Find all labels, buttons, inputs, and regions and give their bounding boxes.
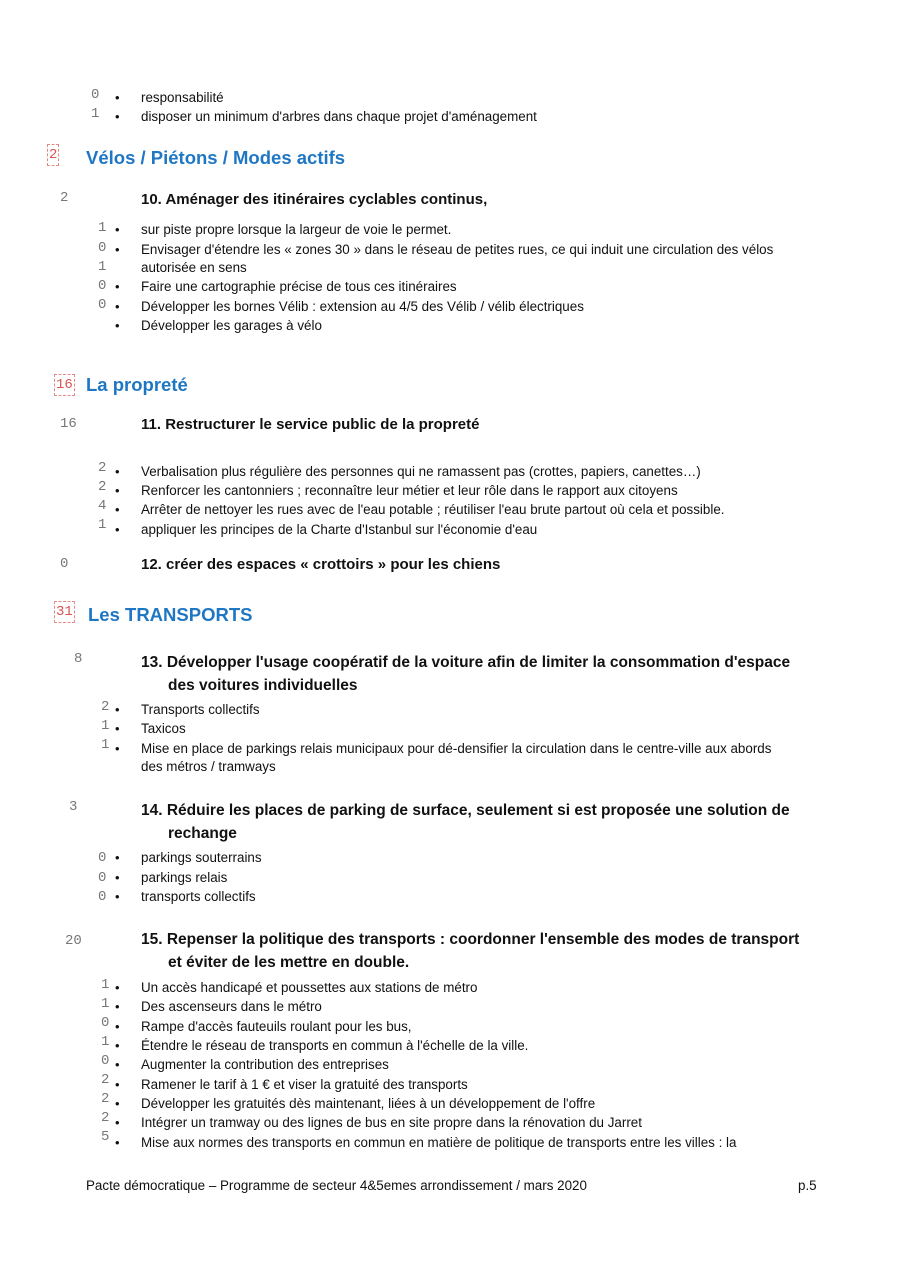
bullet: •	[115, 522, 120, 537]
vote-count: 1	[101, 737, 110, 753]
vote-count: 0	[101, 1015, 110, 1031]
bullet: •	[115, 222, 120, 237]
vote-count: 1	[101, 1034, 110, 1050]
list-item: Transports collectifs	[141, 702, 260, 717]
list-item: transports collectifs	[141, 889, 256, 904]
bullet: •	[115, 109, 120, 124]
vote-count: 2	[101, 1072, 110, 1088]
list-item: Faire une cartographie précise de tous ces itinéraires	[141, 279, 457, 294]
bullet: •	[115, 870, 120, 885]
vote-count: 1	[101, 718, 110, 734]
bullet: •	[115, 1077, 120, 1092]
section-heading-proprete: La propreté	[86, 374, 188, 395]
bullet: •	[115, 90, 120, 105]
bullet: •	[115, 741, 120, 756]
list-item: parkings souterrains	[141, 850, 262, 865]
vote-count: 2	[60, 190, 69, 206]
heading-line: 15. Repenser la politique des transports : coordonner l'ensemble des modes de transport	[141, 931, 800, 948]
bullet: •	[115, 1038, 120, 1053]
vote-count: 1	[101, 996, 110, 1012]
bullet: •	[115, 980, 120, 995]
list-item: Renforcer les cantonniers ; reconnaître leur métier et leur rôle dans le rapport aux citoyens	[141, 483, 678, 498]
bullet: •	[115, 1115, 120, 1130]
list-item: Développer les bornes Vélib : extension au 4/5 des Vélib / vélib électriques	[141, 299, 584, 314]
list-item: Développer les garages à vélo	[141, 318, 322, 333]
bullet: •	[115, 1096, 120, 1111]
list-item: Ramener le tarif à 1 € et viser la gratuité des transports	[141, 1077, 468, 1092]
bullet: •	[115, 999, 120, 1014]
bullet: •	[115, 483, 120, 498]
proposal-heading-13	[141, 651, 831, 697]
bullet: •	[115, 279, 120, 294]
vote-count: 0	[60, 556, 69, 572]
list-item: Envisager d'étendre les « zones 30 » dans le réseau de petites rues, ce qui induit une circulation des vélos	[141, 242, 774, 257]
section-count-badge: 2	[47, 144, 59, 166]
vote-count: 0	[98, 870, 107, 886]
vote-count: 2	[101, 699, 110, 715]
vote-count: 1	[98, 220, 107, 236]
vote-count: 0	[98, 278, 107, 294]
vote-count: 4	[98, 498, 107, 514]
bullet: •	[115, 502, 120, 517]
list-item: parkings relais	[141, 870, 228, 885]
vote-count: 1	[98, 259, 107, 275]
proposal-heading-15	[141, 928, 831, 974]
list-item: Des ascenseurs dans le métro	[141, 999, 322, 1014]
vote-count: 0	[98, 889, 107, 905]
vote-count: 20	[65, 933, 82, 949]
heading-line: et éviter de les mettre en double.	[168, 954, 410, 971]
list-item: Un accès handicapé et poussettes aux stations de métro	[141, 980, 478, 995]
page-number: p.5	[798, 1178, 817, 1193]
list-item: responsabilité	[141, 90, 224, 105]
list-item: Augmenter la contribution des entreprises	[141, 1057, 389, 1072]
proposal-heading-14	[141, 799, 831, 845]
bullet: •	[115, 1019, 120, 1034]
vote-count: 0	[101, 1053, 110, 1069]
list-item: Mise aux normes des transports en commun en matière de politique de transports entre les villes : la	[141, 1135, 737, 1150]
list-item: Mise en place de parkings relais municipaux pour dé-densifier la circulation dans le centre-ville aux abords	[141, 741, 772, 756]
list-item: Rampe d'accès fauteuils roulant pour les bus,	[141, 1019, 412, 1034]
list-item: appliquer les principes de la Charte d'Istanbul sur l'économie d'eau	[141, 522, 538, 537]
list-item: Arrêter de nettoyer les rues avec de l'eau potable ; réutiliser l'eau brute partout où cela et possible.	[141, 502, 725, 517]
vote-count: 1	[101, 977, 110, 993]
vote-count: 1	[98, 517, 107, 533]
list-item: Étendre le réseau de transports en commun à l'échelle de la ville.	[141, 1038, 529, 1053]
bullet: •	[115, 721, 120, 736]
vote-count: 0	[98, 850, 107, 866]
bullet: •	[115, 1057, 120, 1072]
list-item: Développer les gratuités dès maintenant, liées à un développement de l'offre	[141, 1096, 596, 1111]
section-heading-velos: Vélos / Piétons / Modes actifs	[86, 147, 346, 168]
list-item: sur piste propre lorsque la largeur de voie le permet.	[141, 222, 452, 237]
vote-count: 2	[101, 1110, 110, 1126]
list-item: Verbalisation plus régulière des personnes qui ne ramassent pas (crottes, papiers, canettes…)	[141, 464, 701, 479]
list-item-continuation: des métros / tramways	[141, 759, 276, 774]
vote-count: 0	[98, 297, 107, 313]
section-count-badge: 31	[54, 601, 75, 623]
vote-count: 5	[101, 1129, 110, 1145]
vote-count: 16	[60, 416, 77, 432]
vote-count: 1	[91, 106, 100, 122]
bullet: •	[115, 318, 120, 333]
section-count-badge: 16	[54, 374, 75, 396]
bullet: •	[115, 889, 120, 904]
list-item: Taxicos	[141, 721, 186, 736]
vote-count: 0	[91, 87, 100, 103]
heading-line: des voitures individuelles	[168, 677, 358, 694]
vote-count: 8	[74, 651, 83, 667]
heading-line: rechange	[168, 825, 237, 842]
heading-line: 13. Développer l'usage coopératif de la voiture afin de limiter la consommation d'espace	[141, 654, 791, 671]
vote-count: 0	[98, 240, 107, 256]
footer-text: Pacte démocratique – Programme de secteur 4&5emes arrondissement / mars 2020	[86, 1178, 587, 1193]
bullet: •	[115, 464, 120, 479]
vote-count: 2	[98, 479, 107, 495]
list-item: disposer un minimum d'arbres dans chaque projet d'aménagement	[141, 109, 537, 124]
heading-line: 14. Réduire les places de parking de surface, seulement si est proposée une solution de	[141, 802, 790, 819]
bullet: •	[115, 1135, 120, 1150]
bullet: •	[115, 850, 120, 865]
vote-count: 2	[98, 460, 107, 476]
list-item-continuation: autorisée en sens	[141, 260, 247, 275]
proposal-heading-10: 10. Aménager des itinéraires cyclables continus,	[141, 191, 488, 208]
section-heading-transports: Les TRANSPORTS	[88, 604, 253, 625]
bullet: •	[115, 702, 120, 717]
vote-count: 2	[101, 1091, 110, 1107]
vote-count: 3	[69, 799, 78, 815]
proposal-heading-12: 12. créer des espaces « crottoirs » pour les chiens	[141, 556, 501, 573]
bullet: •	[115, 242, 120, 257]
list-item: Intégrer un tramway ou des lignes de bus en site propre dans la rénovation du Jarret	[141, 1115, 642, 1130]
proposal-heading-11: 11. Restructurer le service public de la propreté	[141, 416, 480, 433]
bullet: •	[115, 299, 120, 314]
